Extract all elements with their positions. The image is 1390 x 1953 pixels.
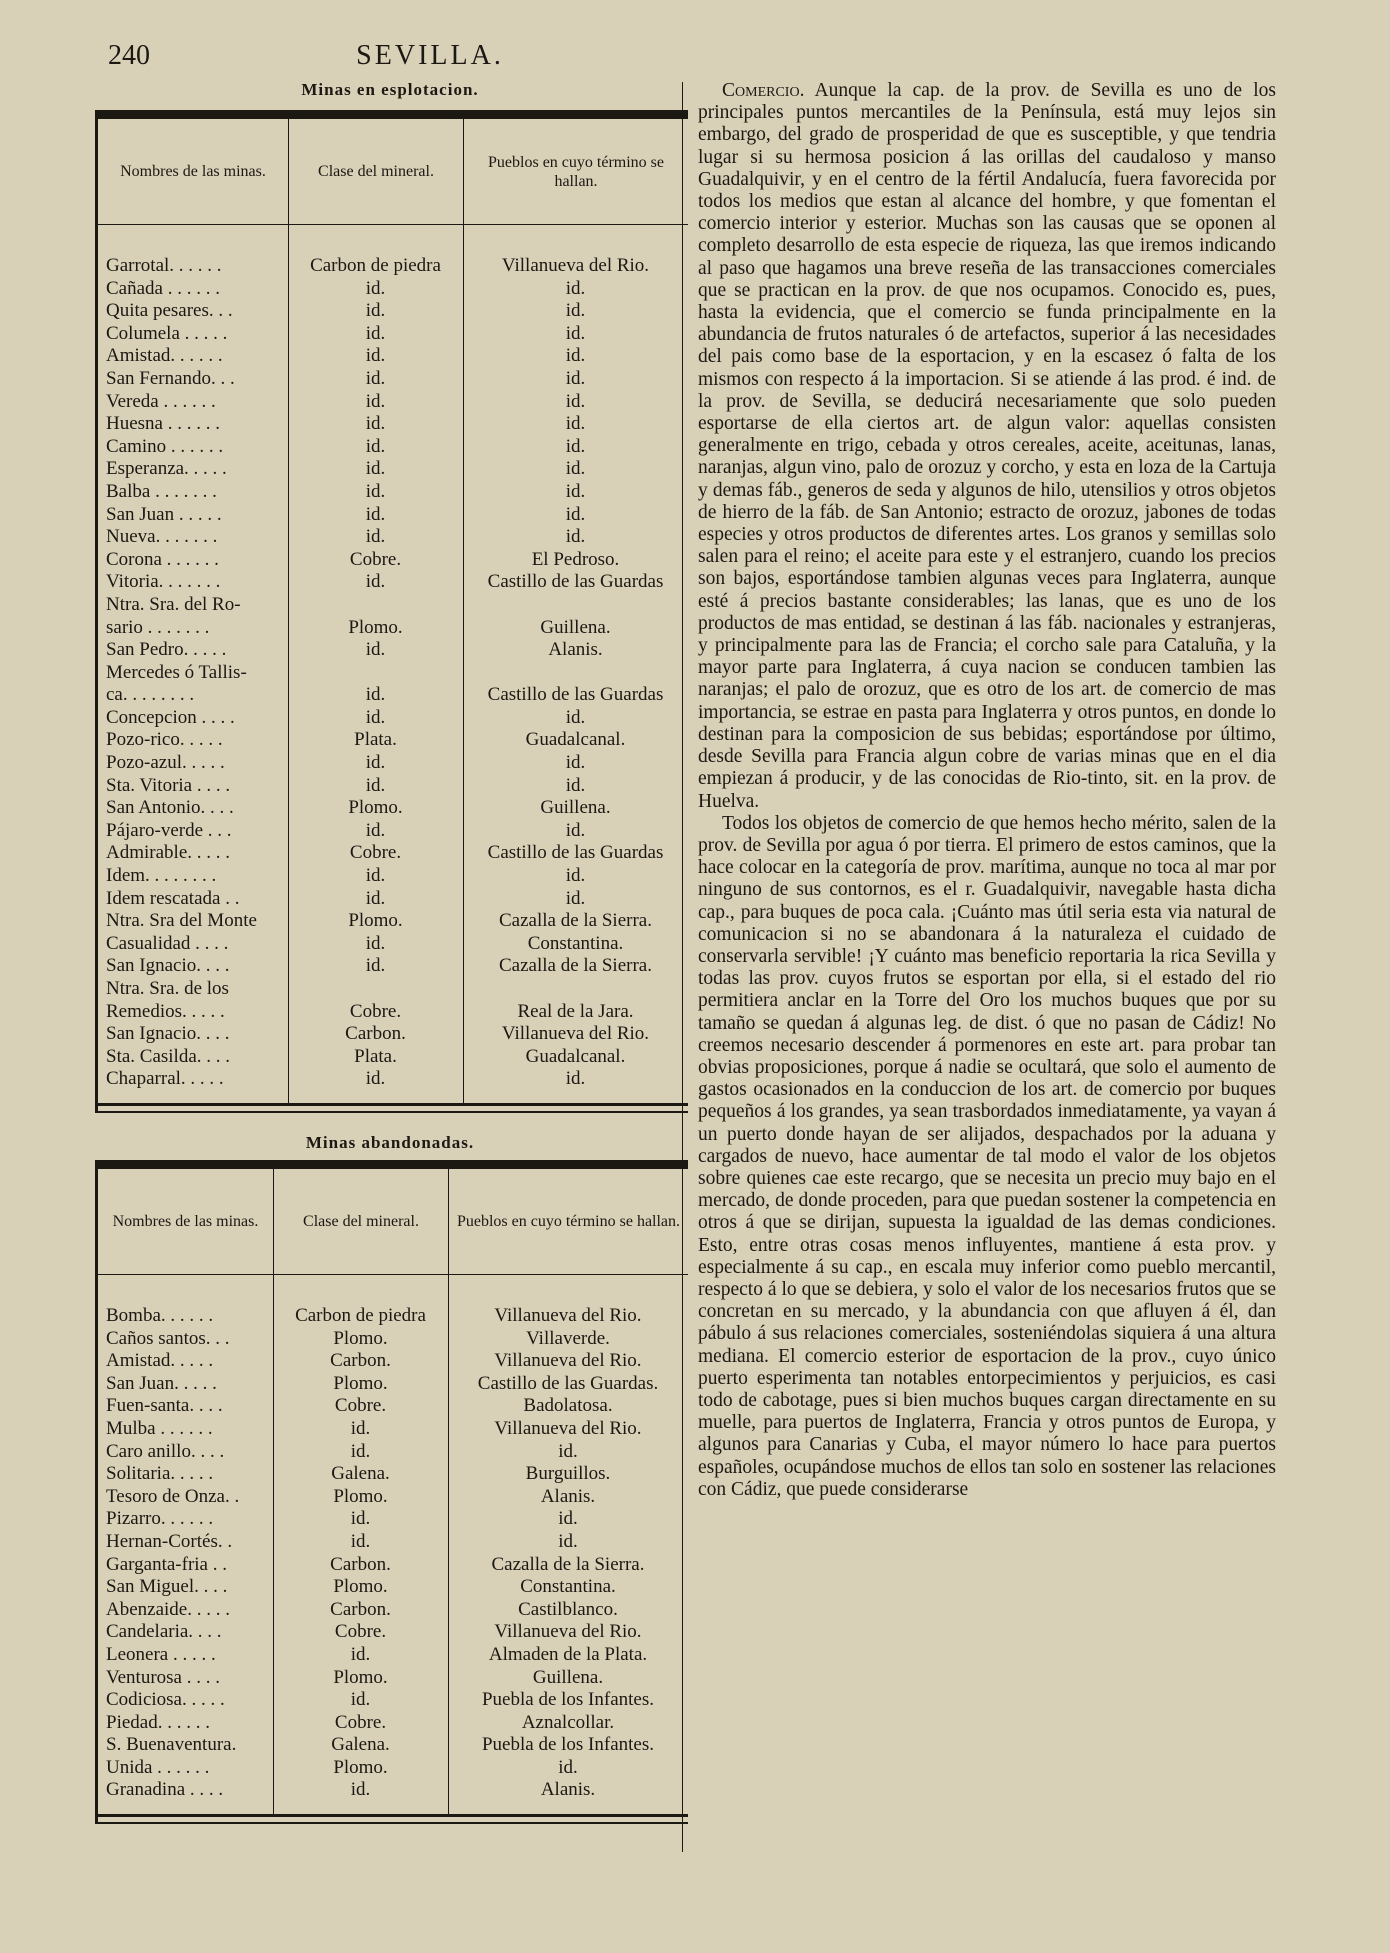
table-row [98, 1486, 688, 1509]
column-rule [463, 225, 464, 1103]
town-name: Castillo de las Guardas [487, 571, 664, 593]
town-name: id. [565, 865, 586, 887]
mineral-type: id. [365, 752, 386, 774]
town-name: id. [565, 435, 586, 457]
town-name: Constantina. [520, 1576, 616, 1598]
table-row [98, 1689, 688, 1712]
table-row [98, 1068, 688, 1091]
town-name: Alanis. [548, 639, 603, 661]
mineral-type: id. [365, 277, 386, 299]
table-row [98, 368, 688, 391]
table-row [98, 594, 688, 617]
page-number: 240 [108, 40, 150, 71]
table-row [98, 413, 688, 436]
mine-name: Pozo-azul. . . . . [106, 752, 225, 774]
town-name: id. [565, 503, 586, 525]
mine-name: Ntra. Sra. de los [106, 978, 229, 999]
table-row [98, 707, 688, 730]
table-row [98, 300, 688, 323]
mineral-type: Cobre. [334, 1395, 387, 1417]
table-row [98, 571, 688, 594]
table-row [98, 504, 688, 527]
column-rule [273, 1275, 274, 1814]
mine-name: Sta. Casilda. . . . [106, 1045, 231, 1067]
mine-name: Idem. . . . . . . . [106, 865, 217, 887]
mine-name: Mulba . . . . . . [106, 1417, 213, 1439]
mineral-type: Plomo. [348, 797, 403, 819]
table-row [98, 1576, 688, 1599]
town-name: id. [565, 819, 586, 841]
town-name: Alanis. [540, 1779, 596, 1801]
table-row [98, 481, 688, 504]
mineral-type: Cobre. [349, 1000, 402, 1022]
town-name: Aznalcollar. [521, 1711, 615, 1733]
mineral-type: Cobre. [334, 1621, 387, 1643]
abandoned-mines-title: Minas abandonadas. [305, 1133, 475, 1152]
paragraph-text: Aunque la cap. de la prov. de Sevilla es uno de los principales puntos mercantiles de la Península, está muy lejos sin embargo, del grado de prosperidad de que es susceptible, y que tendria lugar si su hermosa posicion á las orillas del caudaloso y manso Guadalquivir, y en el centro de la fértil Andalucía, fuera favorecida por todos los medios que estan al alcance del hombre, y que fomentan el comercio interior y esterior. Muchas son las causas que se oponen al completo desarrollo de esta especie de riqueza, las que iremos indicando al paso que hagamos una breve reseña de las transacciones comerciales que se practican en la prov. de que nos ocupamos. Conocido es, pues, hasta la evidencia, que el comercio se funda principalmente en la abundancia de frutos naturales ó de artefactos, superior á las necesidades del pais como base de la esportacion, y en la escasez ó falta de los mismos con respecto á la importacion. Si se atiende á las prod. é ind. de la prov. de Sevilla, se deducirá necesariamente que solo pueden esportarse de ella ciertos art. de algun valor: aquellas consisten generalmente en trigo, cebada y otros cereales, aceite, aceitunas, lanas, naranjas, algun vino, palo de orozuz y corcho, y esta en loza de la Cartuja y demas fáb., generos de seda y algunos de hilo, utensilios y otros objetos de hierro de la fáb. de San Antonio; estracto de orozuz, jabones de todas especies y otros productos de diferentes artes. Los granos y semillas solo salen para el reino; el aceite para este y el estranjero, cuando los precios son bajos, esportándose tambien algunas veces para Inglaterra, aunque esté á precios bastante considerables; las lanas, que es uno de los productos de mas entidad, se destinan á las fáb. nacionales y estranjeras, y principalmente para las de Francia; el corcho sale para Cataluña, y la mayor parte para Inglaterra, á cuya nacion se conducen tambien las naranjas; el palo de orozuz, que es otro de los art. de comercio de mas importancia, se estrae en pasta para Inglaterra y otros puntos, en donde lo destinan para la composicion de sus bebidas; esportándose por último, desde Sevilla para Francia algun cobre de varias minas que en el dia empiezan á producir, y de las conocidas de Rio-tinto, sit. en la prov. de Huelva. [698, 80, 1276, 812]
mineral-type: Cobre. [349, 842, 402, 864]
town-name: id. [565, 345, 586, 367]
active-mines-table [95, 110, 688, 1113]
table-bottom-rule [98, 1103, 688, 1113]
town-name: id. [565, 277, 586, 299]
mine-name: Bomba. . . . . . [106, 1305, 214, 1326]
town-name: Guadalcanal. [525, 729, 626, 751]
town-name: Badolatosa. [523, 1395, 613, 1417]
mine-name: sario . . . . . . . [106, 616, 210, 638]
article-paragraph [698, 80, 1276, 813]
table-body [98, 1275, 688, 1814]
mineral-type: id. [365, 322, 386, 344]
town-name: Cazalla de la Sierra. [499, 955, 652, 977]
town-name [463, 594, 688, 617]
town-name [463, 662, 688, 685]
town-name: id. [565, 458, 586, 480]
mineral-type [288, 978, 463, 1001]
town-name: Puebla de los Infantes. [481, 1734, 654, 1756]
mineral-type: id. [365, 819, 386, 841]
mine-name: Garrotal. . . . . . [106, 255, 222, 276]
table-row [98, 1328, 688, 1351]
table-top-rule [98, 110, 688, 119]
mineral-type: id. [365, 300, 386, 322]
table-row [98, 617, 688, 640]
town-name: Villanueva del Rio. [494, 1305, 642, 1326]
town-name: Cazalla de la Sierra. [491, 1553, 645, 1575]
mineral-type: Carbon de piedra [295, 1305, 426, 1326]
town-name [463, 978, 688, 1001]
town-name: Constantina. [527, 932, 624, 954]
mineral-type: id. [350, 1417, 371, 1439]
mineral-type: Plomo. [333, 1576, 388, 1598]
mineral-type: Plata. [354, 729, 397, 751]
town-name: id. [565, 300, 586, 322]
mineral-type: id. [365, 526, 386, 548]
table-row [98, 1418, 688, 1441]
table-row [98, 865, 688, 888]
mineral-type: id. [350, 1508, 371, 1530]
table-row [98, 1531, 688, 1554]
town-name: Villanueva del Rio. [501, 255, 650, 276]
town-name: id. [565, 774, 586, 796]
mineral-type: Carbon. [330, 1553, 391, 1575]
town-name: Almaden de la Plata. [488, 1643, 648, 1665]
commerce-article [698, 80, 1276, 1501]
header-names: Nombres de las minas. [112, 1213, 259, 1230]
mineral-type: id. [365, 774, 386, 796]
table-row [98, 391, 688, 414]
mineral-type: Plomo. [333, 1327, 388, 1349]
table-row [98, 1046, 688, 1069]
town-name: Alanis. [540, 1485, 596, 1507]
table-row [98, 345, 688, 368]
table-header [98, 119, 688, 225]
table-row [98, 1712, 688, 1735]
town-name: Guadalcanal. [525, 1045, 626, 1067]
mineral-type: id. [365, 367, 386, 389]
table-row [98, 1644, 688, 1667]
town-name: Guillena. [540, 616, 611, 638]
mine-name: Caños santos. . . [106, 1327, 230, 1349]
table-row [98, 684, 688, 707]
table-row [98, 842, 688, 865]
header-names: Nombres de las minas. [120, 163, 266, 180]
mineral-type: id. [350, 1643, 371, 1665]
mineral-type: id. [365, 413, 386, 435]
mineral-type: id. [365, 480, 386, 502]
town-name: Cazalla de la Sierra. [499, 910, 652, 932]
table-row [98, 955, 688, 978]
mine-name: Piedad. . . . . . [106, 1711, 210, 1733]
mine-name: Ntra. Sra del Monte [106, 910, 257, 932]
mineral-type [288, 594, 463, 617]
mineral-type: Plata. [354, 1045, 397, 1067]
mine-name: Unida . . . . . . [106, 1756, 210, 1778]
mine-name: Sta. Vitoria . . . . [106, 774, 231, 796]
mineral-type: Cobre. [349, 548, 402, 570]
mine-name: Columela . . . . . [106, 322, 228, 344]
mine-name: Idem rescatada . . [106, 887, 240, 909]
town-name: Real de la Jara. [517, 1000, 634, 1022]
town-name: Burguillos. [525, 1463, 611, 1485]
table-row [98, 549, 688, 572]
table-row [98, 1463, 688, 1486]
mineral-type: id. [365, 887, 386, 909]
mineral-type: Carbon. [330, 1598, 391, 1620]
town-name: Villanueva del Rio. [494, 1621, 642, 1643]
town-name: Guillena. [540, 797, 611, 819]
mine-name: Pájaro-verde . . . [106, 819, 232, 841]
mine-name: Garganta-fria . . [106, 1553, 227, 1575]
table-row [98, 1508, 688, 1531]
mineral-type: id. [365, 955, 386, 977]
table-row [98, 1667, 688, 1690]
table-header [98, 1169, 688, 1275]
town-name: id. [565, 706, 586, 728]
town-name: id. [565, 367, 586, 389]
mineral-type: id. [365, 684, 386, 706]
abandoned-mines-table [95, 1160, 688, 1824]
mine-name: Amistad. . . . . [106, 1350, 214, 1372]
town-name: Guillena. [532, 1666, 604, 1688]
mine-name: Pizarro. . . . . . [106, 1508, 214, 1530]
town-name: id. [565, 322, 586, 344]
mineral-type: id. [350, 1779, 371, 1801]
mineral-type: id. [365, 932, 386, 954]
mineral-type: Plomo. [333, 1756, 388, 1778]
mine-name: San Juan . . . . . [106, 503, 222, 525]
mine-name: Mercedes ó Tallis- [106, 661, 247, 683]
table-row [98, 458, 688, 481]
town-name: id. [565, 526, 586, 548]
mine-name: Concepcion . . . . [106, 706, 235, 728]
mineral-type: id. [365, 390, 386, 412]
table-row [98, 933, 688, 956]
mine-name: Pozo-rico. . . . . [106, 729, 223, 751]
mine-name: San Fernando. . . [106, 367, 235, 389]
mine-name: Camino . . . . . . [106, 435, 224, 457]
table-row [98, 1554, 688, 1577]
mineral-type: id. [350, 1440, 371, 1462]
table-top-rule [98, 1160, 688, 1169]
mine-name: Cañada . . . . . . [106, 277, 220, 299]
mine-name: Fuen-santa. . . . [106, 1395, 223, 1417]
mineral-type: id. [365, 706, 386, 728]
mine-name: Leonera . . . . . [106, 1643, 216, 1665]
table-row [98, 752, 688, 775]
town-name: id. [558, 1756, 578, 1778]
mineral-type: Plomo. [348, 616, 403, 638]
table-row [98, 436, 688, 459]
table-row [98, 255, 688, 278]
mine-name: San Juan. . . . . [106, 1372, 217, 1394]
mineral-type: Carbon. [345, 1023, 406, 1045]
article-paragraph: Todos los objetos de comercio de que hemos hecho mérito, salen de la prov. de Sevilla por agua ó por tierra. El primero de estos caminos, que la hace colocar en la categoría de prov. marítima, aunque no toca al mar por ninguno de sus contornos, es el r. Guadalquivir, navegable hasta dicha cap., para buques de poca cala. ¡Cuánto mas útil seria esta via natural de comunicacion si no se abandonara á la naturaleza el cuidado de conservarla servible! ¡Y cuánto mas beneficio reportaria la rica Sevilla y todas las prov. cuyos frutos se esportan por ella, si el estado del rio permitiera anclar en la Torre del Oro los muchos buques que por su tamaño se quedan á algunas leg. de dist. ó que no pasan de Cádiz! No creemos necesario descender á pormenores en este art. para probar tan obvias proposiciones, porque á nadie se ocultará, que solo el aumento de gastos ocasionados en la conduccion de los art. de comercio por buques pequeños á los grandes, ya sean trasbordados inmediatamente, ya vayan á un puerto donde hayan de ser alijados, despachados por la aduana y cargados de nuevo, hace aumentar de tal modo el valor de los objetos sobre quienes cae este recargo, que se necesita un precio muy bajo en el mercado, de donde proceden, para que puedan sostener la competencia en otros á que se dirijan, supuesta la igualdad de las demas condiciones. Esto, entre otras cosas menos influyentes, mantiene á esta prov. y especialmente á su cap., en escala muy inferior como pueblo mercantil, respecto á lo que se debiera, y solo el valor de los necesarios frutos que se concretan en su mercado, y la abundancia con que afluyen á él, dan pábulo á sus relaciones comerciales, sosteniéndolas siquiera á una altura mediana. El comercio esterior de esportacion de la prov., cuyo único puerto esperimenta tan notables entorpecimientos y perjuicios, es casi todo de cabotage, pues si bien muchos buques cargan directamente en su muelle, para puertos de Inglaterra, Francia y otros puntos de Europa, y algunos para Canarias y Cuba, el mayor número lo hace para puertos españoles, ocupándose muchos de ellos tan solo en sostener las relaciones con Cádiz, que puede considerarse [698, 812, 1276, 1500]
column-rule [448, 1275, 449, 1814]
town-name: El Pedroso. [531, 548, 620, 570]
table-row [98, 1395, 688, 1418]
table-row [98, 1001, 688, 1024]
mine-name: San Antonio. . . . [106, 797, 234, 819]
mine-name: San Ignacio. . . . [106, 955, 230, 977]
mine-name: Corona . . . . . . [106, 548, 219, 570]
mine-name: Venturosa . . . . [106, 1666, 220, 1688]
table-row [98, 662, 688, 685]
mine-name: Balba . . . . . . . [106, 480, 217, 502]
mine-name: ca. . . . . . . . [106, 684, 195, 706]
table-row [98, 278, 688, 301]
table-row [98, 910, 688, 933]
table-row [98, 1350, 688, 1373]
mine-name: San Ignacio. . . . [106, 1023, 230, 1045]
header-mineral: Clase del mineral. [273, 1169, 448, 1274]
mineral-type: Plomo. [333, 1372, 388, 1394]
table-row [98, 978, 688, 1001]
town-name: Villanueva del Rio. [494, 1417, 642, 1439]
town-name: id. [565, 390, 586, 412]
mine-name: Tesoro de Onza. . [106, 1485, 240, 1507]
page-header: SEVILLA. [356, 40, 504, 71]
mine-name: Ntra. Sra. del Ro- [106, 593, 241, 615]
table-row [98, 1734, 688, 1757]
table-row [98, 1305, 688, 1328]
mine-name: Chaparral. . . . . [106, 1068, 224, 1090]
table-row [98, 775, 688, 798]
town-name: Castillo de las Guardas [487, 842, 664, 864]
town-name: id. [558, 1530, 578, 1552]
mineral-type: Carbon de piedra [310, 255, 441, 276]
column-divider [682, 82, 683, 1852]
table-bottom-rule [98, 1814, 688, 1824]
mine-name: Vereda . . . . . . [106, 390, 216, 412]
mineral-type: id. [365, 639, 386, 661]
table-row [98, 1599, 688, 1622]
mine-name: Nueva. . . . . . . [106, 526, 218, 548]
mine-name: Admirable. . . . . [106, 842, 231, 864]
town-name: Villanueva del Rio. [501, 1023, 650, 1045]
mine-name: Esperanza. . . . . [106, 458, 227, 480]
town-name: Villanueva del Rio. [494, 1350, 642, 1372]
town-name: Villaverde. [526, 1327, 610, 1349]
mine-name: Amistad. . . . . . [106, 345, 223, 367]
section-lead: Comercio. [722, 80, 805, 101]
mineral-type: id. [365, 458, 386, 480]
town-name: id. [565, 887, 586, 909]
mine-name: Hernan-Cortés. . [106, 1530, 233, 1552]
mine-name: S. Buenaventura. [106, 1734, 237, 1756]
mineral-type: id. [365, 345, 386, 367]
table-row [98, 888, 688, 911]
table-row [98, 323, 688, 346]
mine-name: Candelaria. . . . [106, 1621, 222, 1643]
mineral-type: Plomo. [333, 1666, 388, 1688]
header-mineral: Clase del mineral. [288, 119, 463, 224]
town-name: Castilblanco. [518, 1598, 618, 1620]
mine-name: Huesna . . . . . . [106, 413, 220, 435]
mineral-type: id. [350, 1530, 371, 1552]
town-name: id. [558, 1508, 578, 1530]
table-row [98, 797, 688, 820]
mineral-type: id. [365, 503, 386, 525]
town-name: id. [565, 1068, 586, 1090]
table-row [98, 1023, 688, 1046]
table-row [98, 1441, 688, 1464]
table-row [98, 1621, 688, 1644]
mineral-type: id. [350, 1689, 371, 1711]
table-row [98, 639, 688, 662]
mineral-type [288, 662, 463, 685]
mine-name: San Miguel. . . . [106, 1576, 228, 1598]
town-name: Castillo de las Guardas [487, 684, 664, 706]
town-name: Castillo de las Guardas. [477, 1372, 659, 1394]
table-row [98, 820, 688, 843]
mineral-type: Galena. [331, 1734, 390, 1756]
table-row [98, 1373, 688, 1396]
column-rule [288, 225, 289, 1103]
mine-name: San Pedro. . . . . [106, 639, 227, 661]
town-name: Puebla de los Infantes. [481, 1689, 654, 1711]
mine-name: Granadina . . . . [106, 1779, 224, 1801]
mine-name: Caro anillo. . . . [106, 1440, 225, 1462]
town-name: id. [558, 1440, 578, 1462]
mine-name: Solitaria. . . . . [106, 1463, 214, 1485]
mineral-type: Carbon. [330, 1350, 391, 1372]
table-row [98, 1757, 688, 1780]
town-name: id. [565, 752, 586, 774]
table-row [98, 1779, 688, 1802]
table-row [98, 729, 688, 752]
header-towns: Pueblos en cuyo término se hallan. [448, 1169, 688, 1274]
mine-name: Remedios. . . . . [106, 1000, 225, 1022]
table-body [98, 225, 688, 1103]
mine-name: Quita pesares. . . [106, 300, 233, 322]
header-towns: Pueblos en cuyo término se hallan. [463, 119, 688, 224]
mineral-type: Galena. [331, 1463, 390, 1485]
mine-name: Abenzaide. . . . . [106, 1598, 230, 1620]
mineral-type: id. [365, 1068, 386, 1090]
mine-name: Codiciosa. . . . . [106, 1689, 225, 1711]
mine-name: Vitoria. . . . . . . [106, 571, 221, 593]
town-name: id. [565, 480, 586, 502]
active-mines-title: Minas en esplotacion. [301, 80, 479, 99]
mineral-type: id. [365, 571, 386, 593]
mineral-type: Plomo. [333, 1485, 388, 1507]
mineral-type: id. [365, 865, 386, 887]
town-name: id. [565, 413, 586, 435]
mine-name: Casualidad . . . . [106, 932, 229, 954]
mineral-type: id. [365, 435, 386, 457]
mineral-type: Cobre. [334, 1711, 387, 1733]
table-row [98, 526, 688, 549]
mineral-type: Plomo. [348, 910, 403, 932]
